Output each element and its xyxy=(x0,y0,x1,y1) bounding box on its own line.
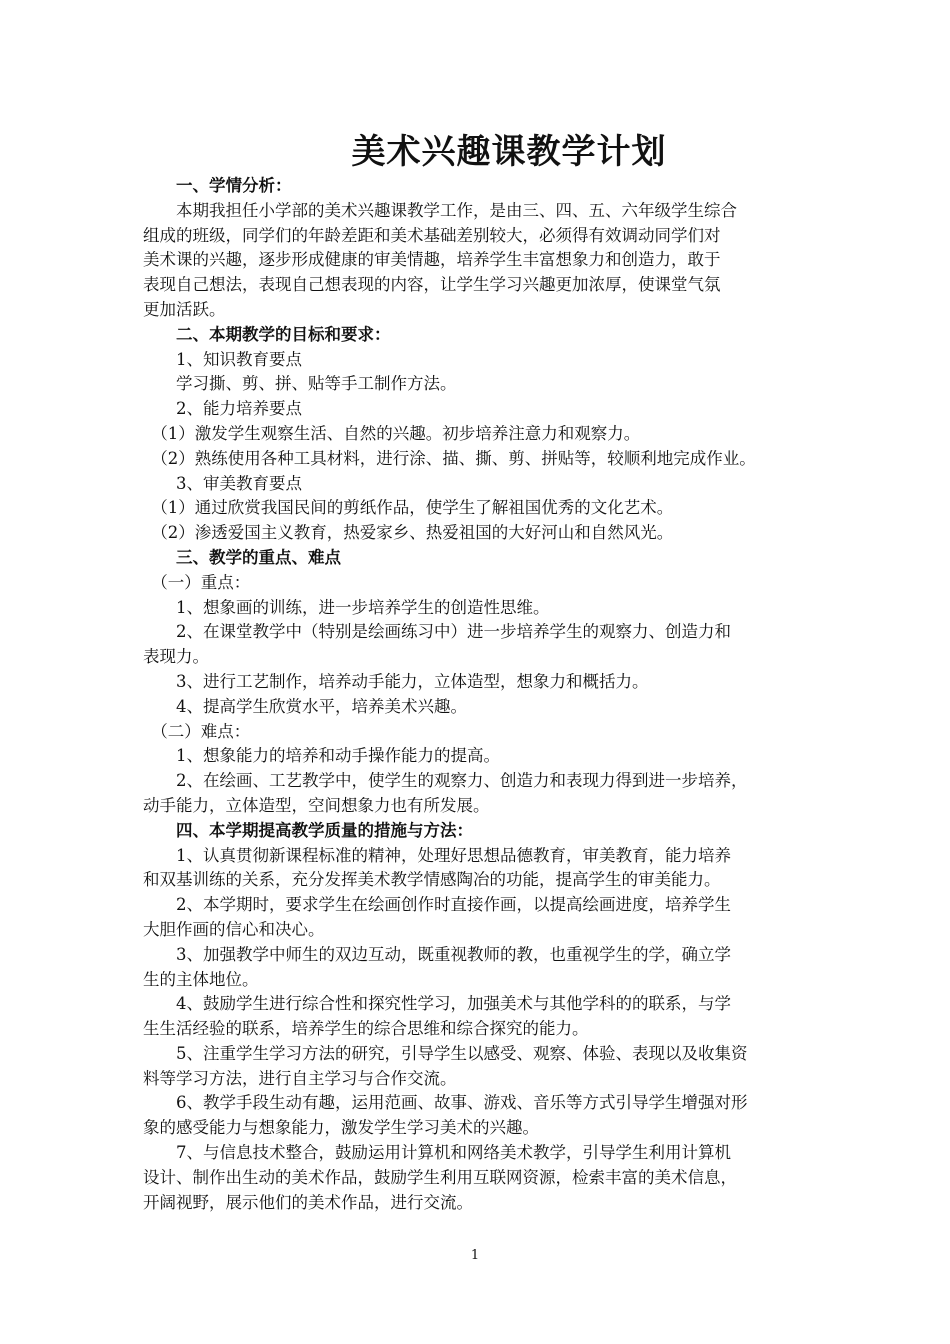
text-line: 1、知识教育要点 xyxy=(143,349,302,369)
text-line: 1、想象能力的培养和动手操作能力的提高。 xyxy=(143,746,500,766)
text-line: 生的主体地位。 xyxy=(143,969,259,989)
text-line: 组成的班级，同学们的年龄差距和美术基础差别较大，必须得有效调动同学们对 xyxy=(143,225,721,245)
section-heading: 一、学情分析： xyxy=(143,176,292,195)
text-line: （二）难点： xyxy=(143,721,251,741)
text-line: 4、提高学生欣赏水平，培养美术兴趣。 xyxy=(143,696,467,716)
text-line: 设计、制作出生动的美术作品，鼓励学生利用互联网资源，检索丰富的美术信息， xyxy=(143,1167,737,1187)
text-line: 6、教学手段生动有趣，运用范画、故事、游戏、音乐等方式引导学生增强对形 xyxy=(143,1093,748,1113)
text-line: 表现自己想法，表现自己想表现的内容，让学生学习兴趣更加浓厚，使课堂气氛 xyxy=(143,275,721,295)
text-line: 开阔视野，展示他们的美术作品，进行交流。 xyxy=(143,1192,473,1212)
text-line: 2、本学期时，要求学生在绘画创作时直接作画，以提高绘画进度，培养学生 xyxy=(143,895,731,915)
text-line: 象的感受能力与想象能力，激发学生学习美术的兴趣。 xyxy=(143,1118,539,1138)
text-line: （2）熟练使用各种工具材料，进行涂、描、撕、剪、拼贴等，较顺利地完成作业。 xyxy=(143,448,756,468)
text-line: 生生活经验的联系，培养学生的综合思维和综合探究的能力。 xyxy=(143,1019,589,1039)
text-line: 2、在绘画、工艺教学中，使学生的观察力、创造力和表现力得到进一步培养， xyxy=(143,771,748,791)
text-line: 3、进行工艺制作，培养动手能力，立体造型，想象力和概括力。 xyxy=(143,671,649,691)
text-line: 动手能力，立体造型，空间想象力也有所发展。 xyxy=(143,795,490,815)
text-line: 更加活跃。 xyxy=(143,299,226,319)
text-line: 和双基训练的关系，充分发挥美术教学情感陶冶的功能，提高学生的审美能力。 xyxy=(143,870,721,890)
text-line: 学习撕、剪、拼、贴等手工制作方法。 xyxy=(143,374,457,394)
page-title: 美术兴趣课教学计划 xyxy=(351,132,667,172)
text-line: 7、与信息技术整合，鼓励运用计算机和网络美术教学，引导学生利用计算机 xyxy=(143,1143,731,1163)
text-line: （2）渗透爱国主义教育，热爱家乡、热爱祖国的大好河山和自然风光。 xyxy=(143,523,674,543)
text-line: 表现力。 xyxy=(143,647,209,667)
text-line: 3、加强教学中师生的双边互动，既重视教师的教，也重视学生的学，确立学 xyxy=(143,944,731,964)
text-line: （1）通过欣赏我国民间的剪纸作品，使学生了解祖国优秀的文化艺术。 xyxy=(143,498,674,518)
page-number: 1 xyxy=(470,1248,480,1263)
text-line: 本期我担任小学部的美术兴趣课教学工作，是由三、四、五、六年级学生综合 xyxy=(143,200,737,220)
text-line: （一）重点： xyxy=(143,572,251,592)
text-line: 美术课的兴趣，逐步形成健康的审美情趣，培养学生丰富想象力和创造力，敢于 xyxy=(143,250,721,270)
text-line: 1、认真贯彻新课程标准的精神，处理好思想品德教育，审美教育，能力培养 xyxy=(143,845,731,865)
text-line: 4、鼓励学生进行综合性和探究性学习，加强美术与其他学科的的联系，与学 xyxy=(143,994,731,1014)
text-line: 5、注重学生学习方法的研究，引导学生以感受、观察、体验、表现以及收集资 xyxy=(143,1043,748,1063)
document-body xyxy=(143,174,815,1215)
section-heading: 四、本学期提高教学质量的措施与方法： xyxy=(143,820,473,840)
text-line: （1）激发学生观察生活、自然的兴趣。初步培养注意力和观察力。 xyxy=(143,423,641,443)
text-line: 1、想象画的训练，进一步培养学生的创造性思维。 xyxy=(143,597,550,617)
section-heading: 三、教学的重点、难点 xyxy=(143,547,341,567)
text-line: 2、在课堂教学中（特别是绘画练习中）进一步培养学生的观察力、创造力和 xyxy=(143,622,731,642)
text-line: 3、审美教育要点 xyxy=(143,473,302,493)
text-line: 料等学习方法，进行自主学习与合作交流。 xyxy=(143,1068,457,1088)
text-line: 大胆作画的信心和决心。 xyxy=(143,919,325,939)
section-heading: 二、本期教学的目标和要求： xyxy=(143,324,391,344)
text-line: 2、能力培养要点 xyxy=(143,399,302,419)
